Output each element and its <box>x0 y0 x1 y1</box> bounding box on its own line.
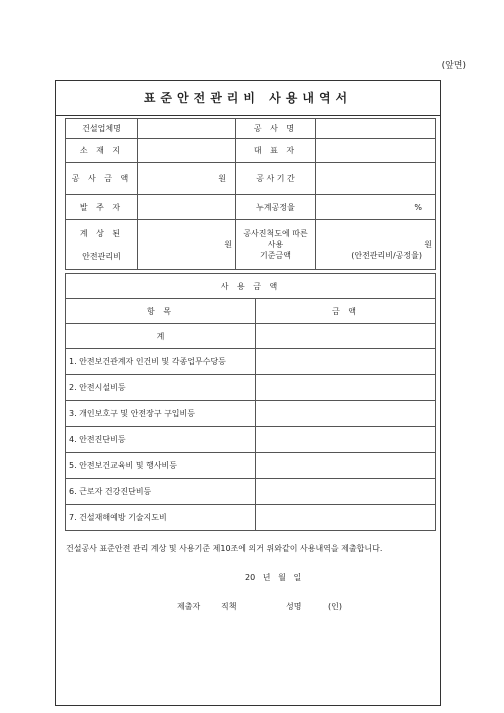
usage-amount-5[interactable] <box>256 453 436 479</box>
address-label: 소 재 지 <box>66 139 138 163</box>
client-label: 발 주 자 <box>66 195 138 220</box>
usage-amount-4[interactable] <box>256 427 436 453</box>
standard-value[interactable] <box>316 220 436 270</box>
position-label: 직책 <box>221 602 237 611</box>
site-name-label: 공 사 명 <box>236 119 316 139</box>
contract-amount-unit: 원 <box>218 174 226 183</box>
standard-label-line2: 사용 <box>267 240 284 249</box>
budget-label-line2: 안전관리비 <box>82 251 121 261</box>
contract-amount-value[interactable] <box>138 163 236 195</box>
usage-item-3: 3. 개인보호구 및 안전장구 구입비등 <box>66 401 256 427</box>
col-item-header: 항 목 <box>66 299 256 324</box>
usage-amount-3[interactable] <box>256 401 436 427</box>
col-amount-header: 금 액 <box>256 299 436 324</box>
company-value[interactable] <box>138 119 236 139</box>
usage-item-1: 1. 안전보건관계자 인건비 및 각종업무수당등 <box>66 349 256 375</box>
form-title: 표준안전관리비 사용내역서 <box>143 91 353 105</box>
submitter-label: 제출자 <box>177 602 201 611</box>
usage-amount-2[interactable] <box>256 375 436 401</box>
budget-label <box>66 220 138 270</box>
name-label: 성명 <box>286 602 302 611</box>
progress-unit: % <box>414 202 422 212</box>
budget-unit: 원 <box>224 240 232 249</box>
usage-amount-1[interactable] <box>256 349 436 375</box>
budget-label-line1: 계 상 된 <box>79 228 124 238</box>
company-label: 건설업체명 <box>66 119 138 139</box>
usage-section-title: 사 용 금 액 <box>66 274 436 299</box>
usage-item-6: 6. 근로자 건강진단비등 <box>66 479 256 505</box>
usage-item-4: 4. 안전진단비등 <box>66 427 256 453</box>
standard-note: (안전관리비/공정율) <box>351 250 422 260</box>
standard-unit: 원 <box>424 239 432 249</box>
page-side-label: (앞면) <box>441 61 466 71</box>
usage-table <box>65 273 436 531</box>
standard-label <box>236 220 316 270</box>
progress-label: 누계공정율 <box>236 195 316 220</box>
period-label: 공 사 기 간 <box>236 163 316 195</box>
period-value[interactable] <box>316 163 436 195</box>
progress-value[interactable] <box>316 195 436 220</box>
usage-amount-7[interactable] <box>256 505 436 531</box>
address-value[interactable] <box>138 139 236 163</box>
date-line: 20 년 월 일 <box>245 573 302 582</box>
contract-amount-label: 공 사 금 액 <box>66 163 138 195</box>
client-value[interactable] <box>138 195 236 220</box>
usage-item-2: 2. 안전시설비등 <box>66 375 256 401</box>
info-table <box>65 118 436 270</box>
representative-label: 대 표 자 <box>236 139 316 163</box>
standard-label-line3: 기준금액 <box>260 251 291 260</box>
usage-item-7: 7. 건설재해예방 기술지도비 <box>66 505 256 531</box>
usage-amount-6[interactable] <box>256 479 436 505</box>
seal-label: (인) <box>328 602 342 611</box>
budget-value[interactable] <box>138 220 236 270</box>
usage-item-5: 5. 안전보건교육비 및 행사비등 <box>66 453 256 479</box>
representative-value[interactable] <box>316 139 436 163</box>
site-name-value[interactable] <box>316 119 436 139</box>
title-box <box>55 80 441 116</box>
submission-statement: 건설공사 표준안전 관리 계상 및 사용기준 제10조에 의거 위와같이 사용내역을 제출합니다. <box>66 544 383 553</box>
total-label: 계 <box>66 324 256 349</box>
standard-label-line1: 공사진척도에 따른 <box>243 229 308 238</box>
total-amount[interactable] <box>256 324 436 349</box>
